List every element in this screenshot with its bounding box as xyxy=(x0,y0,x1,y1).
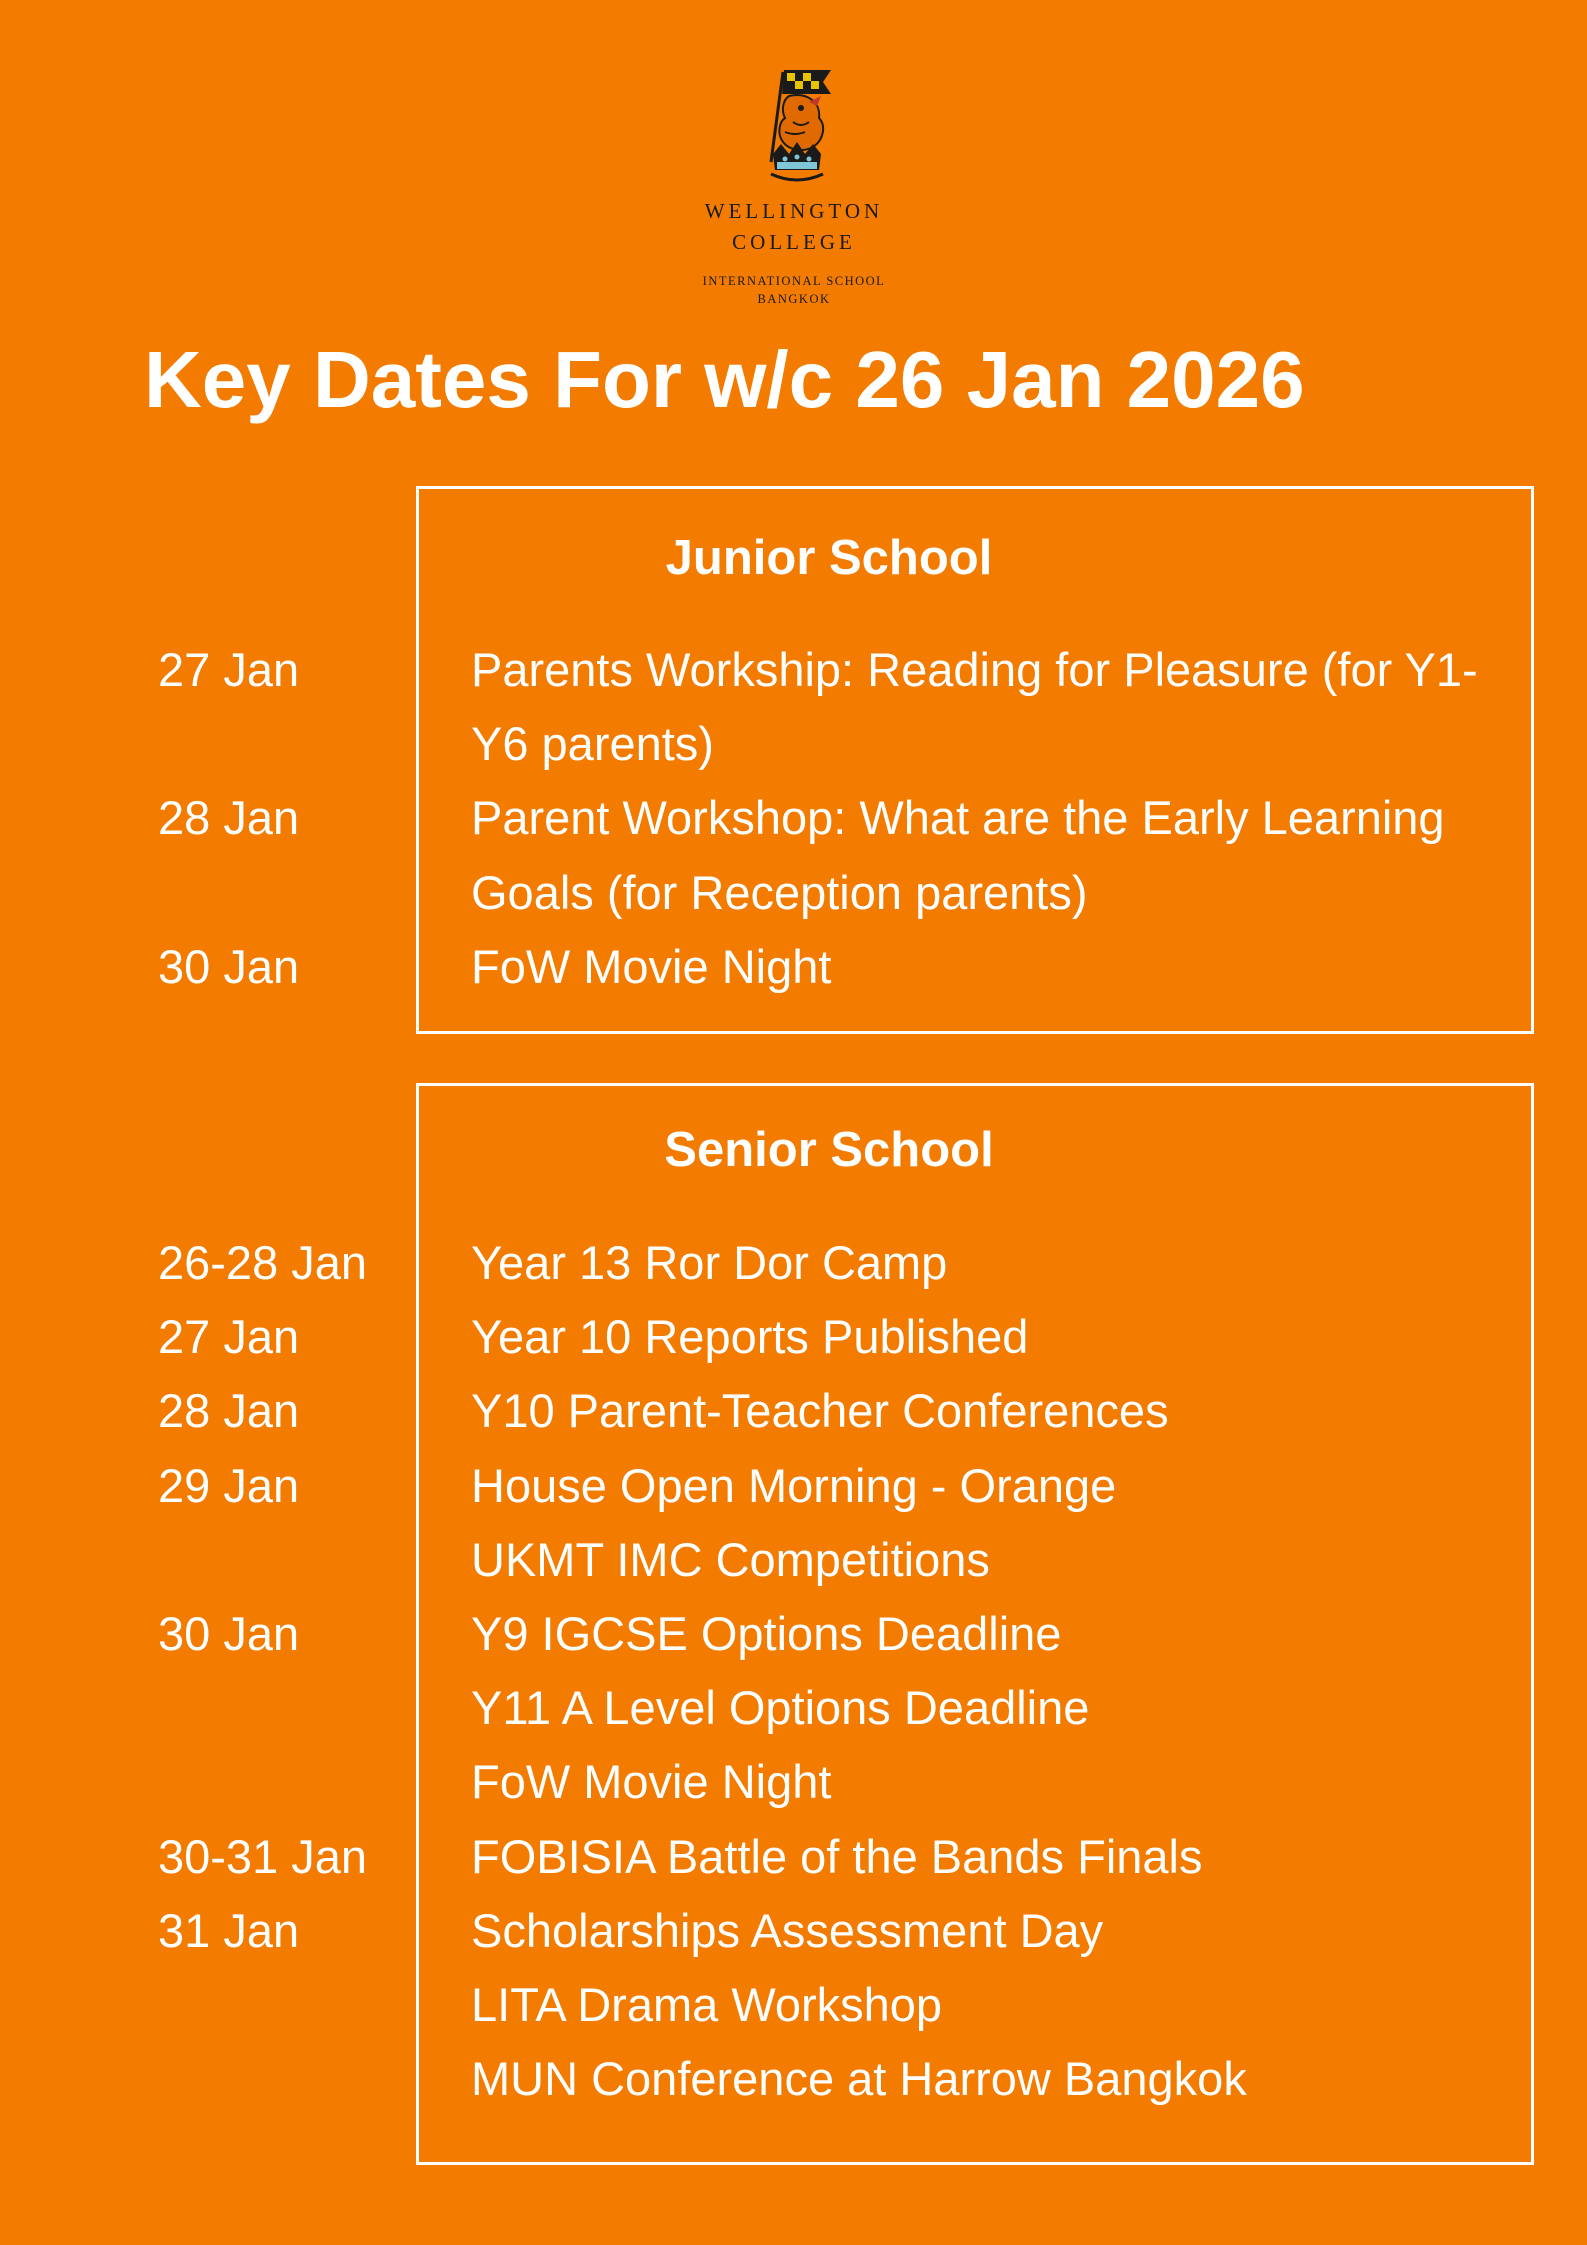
event-date: 30-31 Jan xyxy=(158,1829,368,1883)
logo-name xyxy=(662,196,926,258)
logo-sub-line2: BANGKOK xyxy=(757,292,831,306)
event-title: FoW Movie Night xyxy=(471,939,832,993)
list-item xyxy=(0,1226,1587,1300)
event-title: Year 10 Reports Published xyxy=(471,1310,1029,1364)
event-date: 28 Jan xyxy=(158,1384,300,1438)
senior-school-heading: Senior School xyxy=(664,1123,994,1177)
event-title: FoW Movie Night xyxy=(471,1755,832,1809)
event-title: Y9 IGCSE Options Deadline xyxy=(471,1607,1062,1661)
event-date: 27 Jan xyxy=(158,643,300,696)
junior-school-list xyxy=(0,633,1587,1004)
list-item xyxy=(0,1894,1587,1968)
event-date: 30 Jan xyxy=(158,1607,300,1661)
event-date: 28 Jan xyxy=(158,791,300,845)
event-date: 29 Jan xyxy=(158,1458,300,1512)
list-item xyxy=(0,1671,1587,1745)
event-date: 27 Jan xyxy=(158,1310,300,1364)
event-date xyxy=(0,1968,471,2042)
event-date: 26-28 Jan xyxy=(158,1236,368,1289)
list-item xyxy=(0,1745,1587,1819)
event-title: Parents Workship: Reading for Pleasure (for Y1-Y6 parents) xyxy=(471,643,1478,771)
school-crest-icon xyxy=(749,62,839,186)
logo-name-line2: COLLEGE xyxy=(732,230,856,254)
event-title: Y10 Parent-Teacher Conferences xyxy=(471,1384,1169,1438)
school-logo xyxy=(662,62,926,314)
event-title: Y11 A Level Options Deadline xyxy=(471,1681,1090,1735)
event-title: LITA Drama Workshop xyxy=(471,1978,943,2032)
event-title: Parent Workshop: What are the Early Learning Goals (for Reception parents) xyxy=(471,791,1445,919)
list-item xyxy=(0,930,1587,1004)
page-title: Key Dates For w/c 26 Jan 2026 xyxy=(144,335,1305,424)
event-date xyxy=(0,1523,471,1597)
event-title: MUN Conference at Harrow Bangkok xyxy=(471,2052,1247,2106)
list-item xyxy=(0,1597,1587,1671)
event-title: FOBISIA Battle of the Bands Finals xyxy=(471,1829,1203,1883)
list-item xyxy=(0,781,1587,929)
event-title: UKMT IMC Competitions xyxy=(471,1532,990,1586)
event-date: 31 Jan xyxy=(158,1903,300,1957)
list-item xyxy=(0,1820,1587,1894)
list-item xyxy=(0,1523,1587,1597)
list-item xyxy=(0,2042,1587,2116)
list-item xyxy=(0,633,1587,781)
event-date: 30 Jan xyxy=(158,939,300,993)
event-title: Scholarships Assessment Day xyxy=(471,1903,1104,1957)
list-item xyxy=(0,1968,1587,2042)
junior-school-heading: Junior School xyxy=(665,531,993,585)
logo-subtitle xyxy=(662,272,926,308)
senior-school-list xyxy=(0,1226,1587,2116)
list-item xyxy=(0,1374,1587,1448)
list-item xyxy=(0,1449,1587,1523)
list-item xyxy=(0,1300,1587,1374)
logo-sub-line1: INTERNATIONAL SCHOOL xyxy=(702,274,886,288)
event-date xyxy=(0,2042,471,2116)
event-date xyxy=(0,1745,471,1819)
event-title: Year 13 Ror Dor Camp xyxy=(471,1236,948,1289)
event-title: House Open Morning - Orange xyxy=(471,1458,1117,1512)
event-date xyxy=(0,1671,471,1745)
logo-name-line1: WELLINGTON xyxy=(704,199,884,223)
